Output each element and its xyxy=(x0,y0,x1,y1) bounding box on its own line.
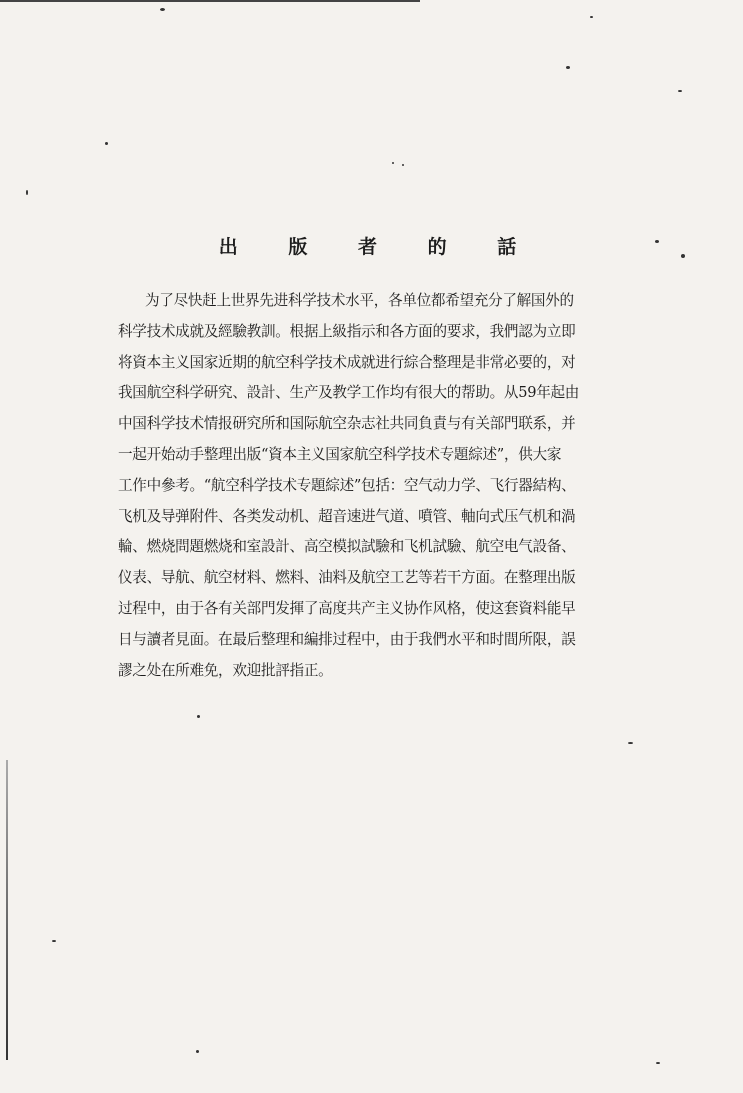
scan-speck xyxy=(196,1050,199,1053)
scan-speck xyxy=(402,164,404,166)
scan-speck xyxy=(656,1062,660,1064)
paragraph-line: 輪、燃烧問題燃烧和室設計、高空模拟試驗和飞机試驗、航空电气設备、 xyxy=(118,538,576,556)
scan-speck xyxy=(52,940,56,942)
paragraph-line: 謬之处在所难免，欢迎批評指正。 xyxy=(118,661,333,679)
paragraph-line: 我国航空科学研究、設計、生产及教学工作均有很大的帮助。从59年起由 xyxy=(118,384,580,402)
paragraph-line: 日与讀者見面。在最后整理和編排过程中，由于我們水平和时間所限，誤 xyxy=(118,630,576,648)
paragraph-line: 过程中，由于各有关部門发揮了高度共产主义协作风格，使这套資料能早 xyxy=(118,599,576,617)
scan-speck xyxy=(392,162,394,164)
paragraph-line: 为了尽快赶上世界先进科学技术水平，各单位都希望充分了解国外的 xyxy=(145,292,574,309)
paragraph-line: 一起开始动手整理出版“資本主义国家航空科学技术专題綜述”，供大家 xyxy=(118,445,562,463)
paragraph-line: 飞机及导弹附件、各类发动机、超音速进气道、噴管、軸向式压气机和渦 xyxy=(118,507,576,525)
scan-speck xyxy=(566,66,570,69)
scan-edge-left xyxy=(6,760,8,1060)
scan-speck xyxy=(628,742,633,744)
scan-speck xyxy=(160,8,165,11)
preface-paragraph xyxy=(118,286,614,686)
paragraph-line: 仪表、导航、航空材料、燃料、油料及航空工艺等若干方面。在整理出版 xyxy=(118,569,576,587)
scan-speck xyxy=(590,16,593,18)
page-title: 出 版 者 的 話 xyxy=(218,236,539,258)
scan-speck xyxy=(105,142,108,145)
paragraph-line: 将資本主义国家近期的航空科学技术成就进行綜合整理是非常必要的，对 xyxy=(118,353,576,371)
scan-speck xyxy=(678,90,682,92)
scan-edge-top xyxy=(0,0,420,2)
scan-speck xyxy=(26,190,28,195)
paragraph-line: 科学技术成就及經驗教訓。根据上級指示和各方面的要求，我們認为立即 xyxy=(118,322,576,340)
scan-speck xyxy=(197,715,200,718)
paragraph-line: 中国科学技术情报研究所和国际航空杂志社共同負責与有关部門联系，并 xyxy=(118,415,576,433)
paragraph-line: 工作中參考。“航空科学技术专題綜述”包括：空气动力学、飞行器結构、 xyxy=(118,476,576,494)
